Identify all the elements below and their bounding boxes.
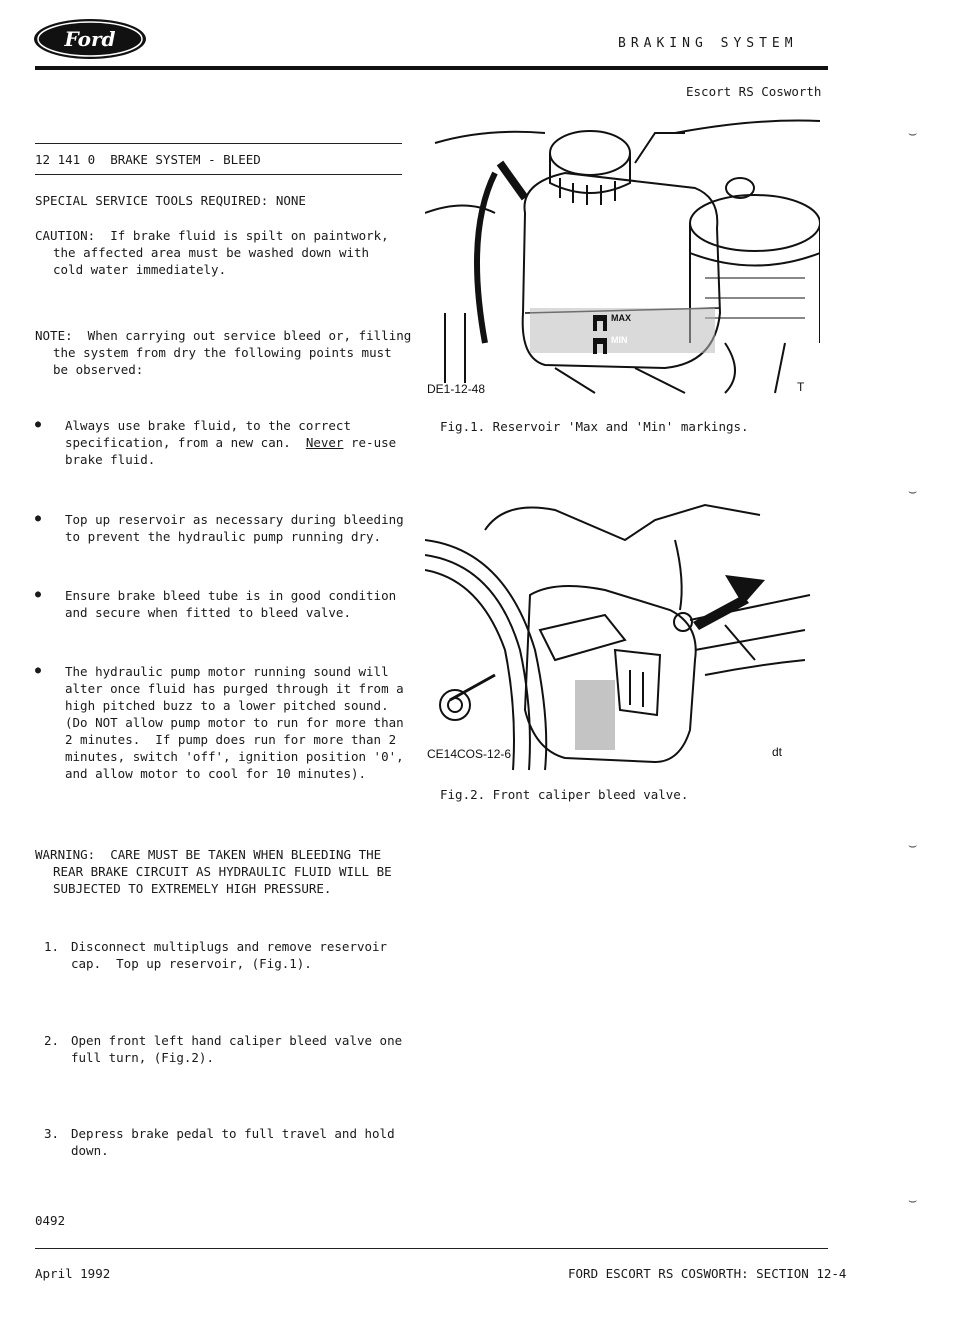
step-item: 1. Disconnect multiplugs and remove reservoir cap. Top up reservoir, (Fig.1). [44, 939, 388, 971]
bullet-icon: ● [35, 513, 42, 524]
bullet-item: ● Always use brake fluid, to the correct specification, from a new can. Never re-use brake fluid. [35, 418, 397, 467]
header-title: BRAKING SYSTEM [618, 36, 798, 51]
margin-tick: ⌣ [908, 126, 918, 142]
tools-required: SPECIAL SERVICE TOOLS REQUIRED: NONE [35, 193, 306, 208]
note-block: NOTE: When carrying out service bleed or, filling the system from dry the following points must be observed: [35, 328, 412, 377]
bullet-icon: ● [35, 589, 42, 600]
margin-tick: ⌣ [908, 1193, 918, 1209]
section-rule [35, 174, 402, 175]
bullet-item: ● Top up reservoir as necessary during bleeding to prevent the hydraulic pump running dry. [35, 512, 404, 544]
reservoir-illustration [425, 103, 820, 398]
figure-corner: dt [772, 745, 783, 759]
svg-text:Ford: Ford [64, 27, 116, 51]
step-item: 2. Open front left hand caliper bleed valve one full turn, (Fig.2). [44, 1033, 403, 1065]
header-subtitle: Escort RS Cosworth [686, 84, 822, 99]
margin-tick: ⌣ [908, 838, 918, 854]
figure-corner: T [797, 380, 805, 394]
figure-code: CE14COS-12-6 [427, 747, 512, 761]
bullet-icon: ● [35, 419, 42, 430]
bullet-icon: ● [35, 665, 42, 676]
figure-caption: Fig.2. Front caliper bleed valve. [440, 787, 689, 802]
figure-code: DE1-12-48 [427, 382, 486, 396]
figure-reservoir [425, 103, 820, 398]
step-item: 3. Depress brake pedal to full travel and hold down. [44, 1126, 395, 1158]
section-heading: 12 141 0 BRAKE SYSTEM - BLEED [35, 152, 261, 167]
footer-rule [35, 1248, 828, 1249]
footer-date: April 1992 [35, 1266, 111, 1281]
emphasis-never: Never [305, 435, 344, 450]
min-label: MIN [611, 335, 628, 345]
caution-block: CAUTION: If brake fluid is spilt on paintwork, the affected area must be washed down with cold water immediately. [35, 228, 389, 277]
footer-section: FORD ESCORT RS COSWORTH: SECTION 12-4 [568, 1266, 847, 1281]
figure-caption: Fig.1. Reservoir 'Max and 'Min' markings. [440, 419, 749, 434]
bullet-item: ● Ensure brake bleed tube is in good condition and secure when fitted to bleed valve. [35, 588, 397, 620]
warning-block: WARNING: CARE MUST BE TAKEN WHEN BLEEDING THE REAR BRAKE CIRCUIT AS HYDRAULIC FLUID WILL BE SUBJECTED TO EXTREMELY HIGH PRESSURE. [35, 847, 392, 896]
margin-tick: ⌣ [908, 484, 918, 500]
max-label: MAX [611, 313, 631, 323]
header-rule [35, 66, 828, 70]
page-code: 0492 [35, 1213, 66, 1228]
figure-caliper [425, 500, 820, 772]
caliper-illustration [425, 500, 820, 772]
section-rule [35, 143, 402, 144]
ford-logo [33, 18, 148, 60]
bullet-item: ● The hydraulic pump motor running sound will alter once fluid has purged through it from a high pitched buzz to a lower pitched sound. (Do NOT allow pump motor to run for more than 2 minutes. If pump does run for more than 2 minutes, switch 'off', ignition position '0', and allow motor to cool for 10 minutes). [35, 664, 404, 781]
